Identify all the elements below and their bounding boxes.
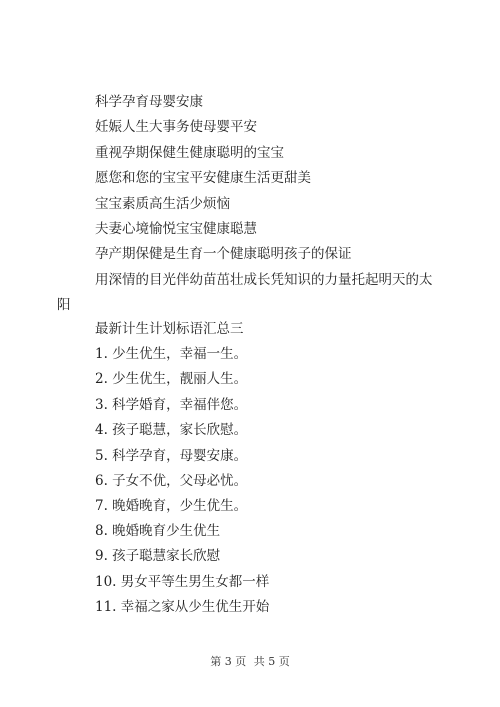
numbered-slogan: 9. 孩子聪慧家长欣慰: [95, 548, 221, 564]
numbered-slogan: 8. 晚婚晚育少生优生: [95, 523, 221, 539]
slogan-line: 妊娠人生大事务使母婴平安: [95, 119, 257, 135]
page-total: 共 5 页: [253, 655, 290, 668]
slogan-line: 宝宝素质高生活少烦恼: [95, 196, 230, 212]
slogan-line: 愿您和您的宝宝平安健康生活更甜美: [95, 170, 311, 186]
numbered-slogan: 1. 少生优生，幸福一生。: [95, 346, 248, 362]
numbered-slogan: 7. 晚婚晚育，少生优生。: [95, 498, 248, 514]
numbered-slogan: 4. 孩子聪慧，家长欣慰。: [95, 422, 248, 438]
numbered-slogan: 10. 男女平等生男生女都一样: [95, 574, 270, 590]
slogan-line: 重视孕期保健生健康聪明的宝宝: [95, 145, 284, 161]
slogan-line: 科学孕育母婴安康: [95, 94, 203, 110]
section-title: 最新计生计划标语汇总三: [95, 321, 244, 337]
page-footer: [0, 653, 500, 669]
slogan-line: 孕产期保健是生育一个健康聪明孩子的保证: [95, 246, 352, 262]
numbered-slogan: 5. 科学孕育，母婴安康。: [95, 448, 248, 464]
numbered-slogan: 3. 科学婚育，幸福伴您。: [95, 397, 248, 413]
page-number: 第 3 页: [210, 655, 247, 668]
numbered-slogan: 11. 幸福之家从少生优生开始: [95, 599, 270, 615]
slogan-line: 用深情的目光伴幼苗茁壮成长凭知识的力量托起明天的太: [95, 272, 433, 288]
numbered-slogan: 2. 少生优生，靓丽人生。: [95, 371, 248, 387]
numbered-slogan: 6. 子女不优，父母必忧。: [95, 473, 248, 489]
slogan-line: 夫妻心境愉悦宝宝健康聪慧: [95, 221, 257, 237]
slogan-line-continued: 阳: [57, 297, 71, 313]
